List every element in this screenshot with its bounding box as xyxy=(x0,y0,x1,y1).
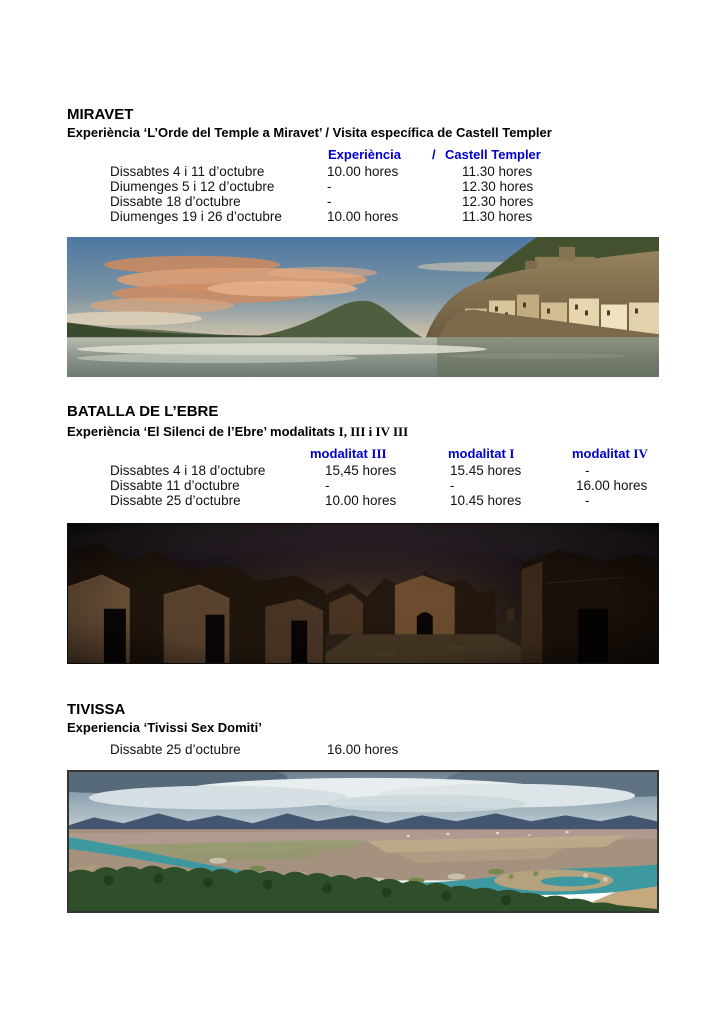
section-subtitle-miravet: Experiència ‘L’Orde del Temple a Miravet’ / Visita específica de Castell Templer xyxy=(67,125,552,140)
schedule-time: 11.30 hores xyxy=(462,164,533,179)
schedule-date: Dissabtes 4 i 11 d’octubre xyxy=(110,164,265,179)
schedule-date: Dissabte 11 d’octubre xyxy=(110,478,240,493)
schedule-row xyxy=(0,742,728,758)
schedule-time: - xyxy=(585,463,590,478)
schedule-time: 12.30 hores xyxy=(462,194,534,209)
schedule-time: 15.45 hores xyxy=(450,463,522,478)
ebre-meander-panorama-photo xyxy=(67,770,659,913)
schedule-date: Diumenges 19 i 26 d’octubre xyxy=(110,209,282,224)
schedule-time: 10.00 hores xyxy=(327,209,399,224)
schedule-row xyxy=(0,209,728,225)
schedule-time: - xyxy=(325,478,330,493)
schedule-date: Dissabte 18 d’octubre xyxy=(110,194,241,209)
schedule-time: - xyxy=(585,493,590,508)
schedule-row xyxy=(0,194,728,210)
section-subtitle-batalla: Experiència ‘El Silenci de l’Ebre’ modalitats I, III i IV III xyxy=(67,424,409,439)
schedule-row xyxy=(0,179,728,195)
column-header-modalitat-i: modalitat I xyxy=(448,446,515,461)
roman-numerals: I, III i IV III xyxy=(338,424,409,439)
schedule-time: 10.00 hores xyxy=(325,493,397,508)
schedule-row xyxy=(0,493,728,509)
schedule-time: 10.45 hores xyxy=(450,493,522,508)
table-header-row xyxy=(0,147,728,163)
schedule-time: 15,45 hores xyxy=(325,463,397,478)
schedule-time: - xyxy=(327,179,332,194)
column-header-experiencia: Experiència xyxy=(328,147,401,162)
schedule-time: 16.00 hores xyxy=(327,742,399,757)
schedule-time: - xyxy=(327,194,332,209)
column-header-castell-templer: Castell Templer xyxy=(445,147,541,162)
section-title-miravet: MIRAVET xyxy=(67,106,134,123)
schedule-time: 12.30 hores xyxy=(462,179,534,194)
schedule-date: Diumenges 5 i 12 d’octubre xyxy=(110,179,275,194)
section-title-batalla: BATALLA DE L’EBRE xyxy=(67,403,219,420)
column-header-separator: / xyxy=(432,147,436,162)
schedule-time: - xyxy=(450,478,455,493)
section-subtitle-tivissa: Experiencia ‘Tivissi Sex Domiti’ xyxy=(67,720,262,735)
schedule-time: 16.00 hores xyxy=(576,478,648,493)
schedule-row xyxy=(0,164,728,180)
ebre-ruins-night-photo xyxy=(67,523,659,664)
column-header-modalitat-iii: modalitat III xyxy=(310,446,387,461)
miravet-sunset-photo xyxy=(67,237,659,377)
schedule-time: 10.00 hores xyxy=(327,164,399,179)
schedule-date: Dissabte 25 d’octubre xyxy=(110,742,241,757)
section-title-tivissa: TIVISSA xyxy=(67,701,126,718)
schedule-row xyxy=(0,478,728,494)
schedule-row xyxy=(0,463,728,479)
table-header-row xyxy=(0,446,728,462)
column-header-modalitat-iv: modalitat IV xyxy=(572,446,648,461)
schedule-date: Dissabtes 4 i 18 d’octubre xyxy=(110,463,266,478)
schedule-date: Dissabte 25 d’octubre xyxy=(110,493,241,508)
schedule-time: 11.30 hores xyxy=(462,209,533,224)
